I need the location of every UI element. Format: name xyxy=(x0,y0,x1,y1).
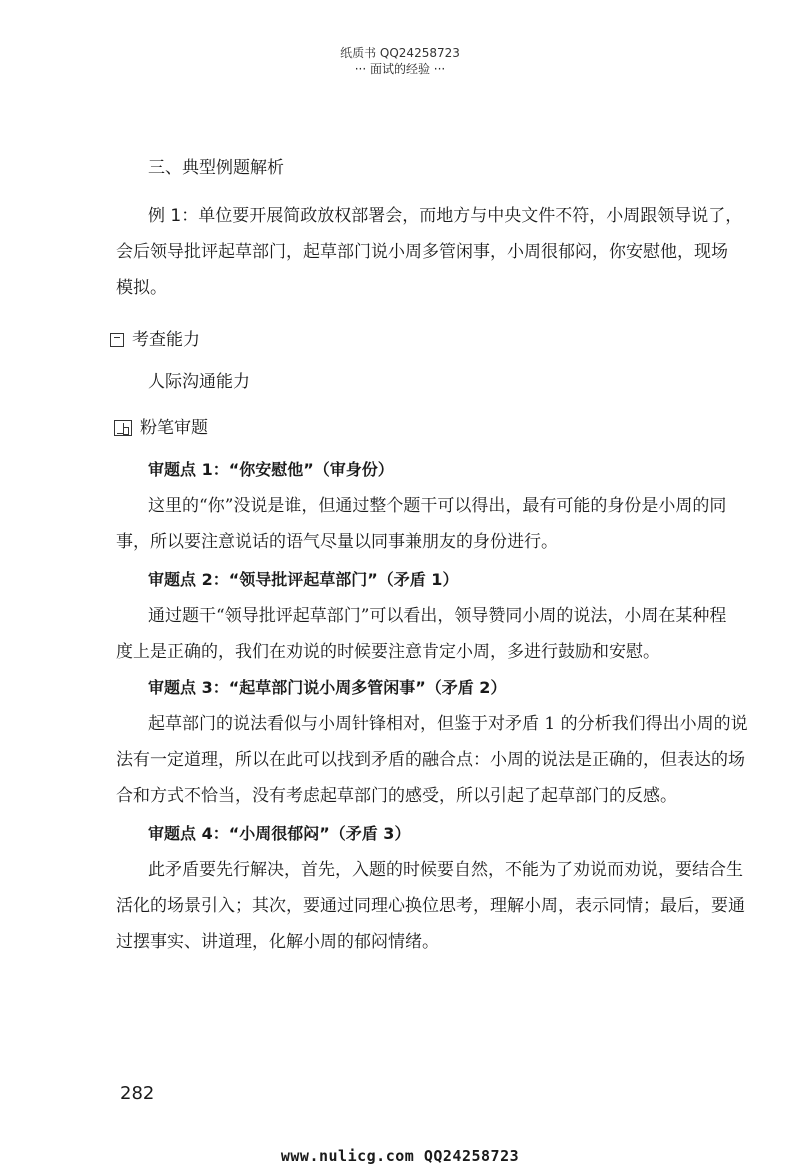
point-line: 过摆事实、讲道理，化解小周的郁闷情绪。 xyxy=(116,932,439,952)
footer-watermark: www.nulicg.com QQ24258723 xyxy=(280,1147,520,1165)
point-line: 度上是正确的，我们在劝说的时候要注意肯定小周，多进行鼓励和安慰。 xyxy=(116,642,660,662)
point-line: 法有一定道理，所以在此可以找到矛盾的融合点：小周的说法是正确的，但表达的场 xyxy=(116,750,745,770)
ability-heading xyxy=(110,322,200,358)
ability-text: 人际沟通能力 xyxy=(148,372,250,392)
point-title: 审题点 1：“你安慰他”（审身份） xyxy=(148,460,394,479)
point-line: 通过题干“领导批评起草部门”可以看出，领导赞同小周的说法，小周在某种程 xyxy=(148,606,727,626)
chalk-icon xyxy=(114,420,132,436)
ability-heading-label: 考查能力 xyxy=(132,330,200,350)
point-line: 合和方式不恰当，没有考虑起草部门的感受，所以引起了起草部门的反感。 xyxy=(116,786,677,806)
section-title: 三、典型例题解析 xyxy=(148,158,284,178)
analysis-heading-label: 粉笔审题 xyxy=(140,418,208,438)
point-title: 审题点 2：“领导批评起草部门”（矛盾 1） xyxy=(148,570,459,589)
point-line: 这里的“你”没说是谁，但通过整个题干可以得出，最有可能的身份是小周的同 xyxy=(148,496,727,516)
example-line: 例 1：单位要开展简政放权部署会，而地方与中央文件不符，小周跟领导说了， xyxy=(148,206,743,226)
point-line: 起草部门的说法看似与小周针锋相对，但鉴于对矛盾 1 的分析我们得出小周的说 xyxy=(148,714,748,734)
watermark-top: 纸质书 QQ24258723 xyxy=(340,46,460,60)
example-line: 会后领导批评起草部门，起草部门说小周多管闲事，小周很郁闷，你安慰他，现场 xyxy=(116,242,728,262)
point-title: 审题点 4：“小周很郁闷”（矛盾 3） xyxy=(148,824,411,843)
point-title: 审题点 3：“起草部门说小周多管闲事”（矛盾 2） xyxy=(148,678,507,697)
checkbox-icon xyxy=(110,333,124,347)
page-number: 282 xyxy=(120,1083,155,1104)
point-line: 事，所以要注意说话的语气尽量以同事兼朋友的身份进行。 xyxy=(116,532,558,552)
point-line: 活化的场景引入；其次，要通过同理心换位思考，理解小周，表示同情；最后，要通 xyxy=(116,896,745,916)
point-line: 此矛盾要先行解决，首先，入题的时候要自然，不能为了劝说而劝说，要结合生 xyxy=(148,860,743,880)
analysis-heading xyxy=(114,410,208,446)
running-header: ··· 面试的经验 ··· xyxy=(354,62,446,76)
example-line: 模拟。 xyxy=(116,278,167,298)
